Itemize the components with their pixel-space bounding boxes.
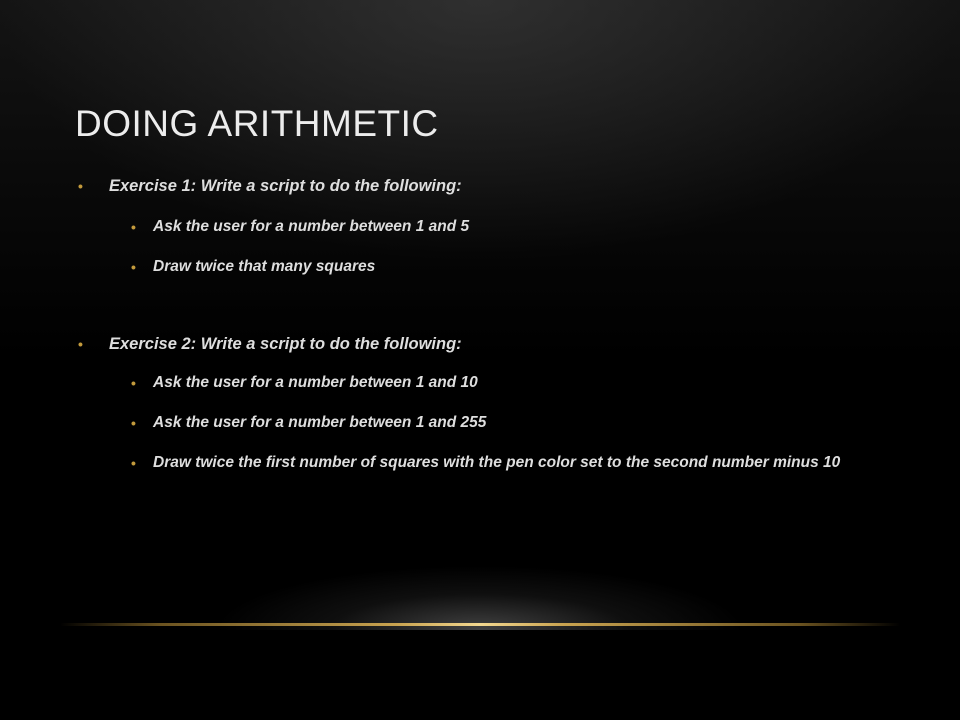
exercise-2-item bbox=[75, 452, 895, 474]
exercise-2-item-text: Ask the user for a number between 1 and 10 bbox=[153, 374, 478, 391]
exercise-1-item bbox=[75, 256, 895, 278]
exercise-1-item-text: Draw twice that many squares bbox=[153, 258, 376, 275]
gold-divider-line bbox=[60, 623, 900, 626]
bullet-icon: • bbox=[131, 455, 136, 471]
exercise-2-heading bbox=[75, 332, 895, 356]
bullet-icon: • bbox=[131, 415, 136, 431]
bullet-icon: • bbox=[78, 336, 83, 352]
exercise-1-heading-text: Exercise 1: Write a script to do the following: bbox=[109, 177, 462, 195]
exercise-2-item bbox=[75, 372, 895, 394]
bullet-icon: • bbox=[131, 259, 136, 275]
slide-title: DOING ARITHMETIC bbox=[75, 103, 439, 144]
exercise-2-item bbox=[75, 412, 895, 434]
slide-content bbox=[75, 174, 895, 474]
exercise-1-item bbox=[75, 216, 895, 238]
bottom-glow bbox=[130, 540, 830, 630]
exercise-2-item-text: Draw twice the first number of squares with the pen color set to the second number minus 10 bbox=[153, 454, 841, 471]
exercise-2-heading-text: Exercise 2: Write a script to do the following: bbox=[109, 335, 462, 353]
exercise-2-item-text: Ask the user for a number between 1 and 255 bbox=[153, 414, 487, 431]
bullet-icon: • bbox=[78, 178, 83, 194]
exercise-1-item-text: Ask the user for a number between 1 and 5 bbox=[153, 218, 470, 235]
bullet-icon: • bbox=[131, 375, 136, 391]
bullet-icon: • bbox=[131, 219, 136, 235]
exercise-1-heading bbox=[75, 174, 895, 198]
